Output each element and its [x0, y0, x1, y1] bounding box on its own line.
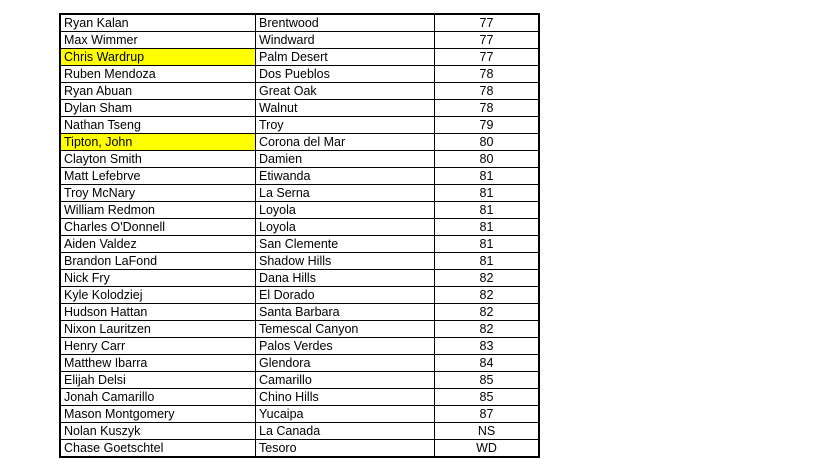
- table-row: [60, 219, 539, 236]
- score-cell: 85: [435, 372, 540, 389]
- school-cell: Chino Hills: [256, 389, 435, 406]
- player-name-cell: Aiden Valdez: [60, 236, 256, 253]
- player-name-cell: Chris Wardrup: [60, 49, 256, 66]
- score-cell: 87: [435, 406, 540, 423]
- school-cell: Walnut: [256, 100, 435, 117]
- table-row: [60, 14, 539, 32]
- player-name-cell: Charles O'Donnell: [60, 219, 256, 236]
- table-row: [60, 440, 539, 458]
- school-cell: Corona del Mar: [256, 134, 435, 151]
- score-cell: 78: [435, 100, 540, 117]
- score-cell: 77: [435, 49, 540, 66]
- player-name-cell: Mason Montgomery: [60, 406, 256, 423]
- player-name-cell: Ryan Abuan: [60, 83, 256, 100]
- player-name-cell: Clayton Smith: [60, 151, 256, 168]
- school-cell: La Serna: [256, 185, 435, 202]
- score-cell: 81: [435, 202, 540, 219]
- table-row: [60, 202, 539, 219]
- school-cell: El Dorado: [256, 287, 435, 304]
- table-row: [60, 151, 539, 168]
- school-cell: Yucaipa: [256, 406, 435, 423]
- cut-off-header-text: [345, 0, 349, 6]
- player-name-cell: Kyle Kolodziej: [60, 287, 256, 304]
- school-cell: Great Oak: [256, 83, 435, 100]
- school-cell: Troy: [256, 117, 435, 134]
- score-cell: 82: [435, 287, 540, 304]
- player-name-cell: Ruben Mendoza: [60, 66, 256, 83]
- score-cell: 82: [435, 270, 540, 287]
- school-cell: Dana Hills: [256, 270, 435, 287]
- player-name-cell: Nixon Lauritzen: [60, 321, 256, 338]
- score-cell: 81: [435, 253, 540, 270]
- school-cell: Etiwanda: [256, 168, 435, 185]
- table-row: [60, 117, 539, 134]
- score-cell: 81: [435, 236, 540, 253]
- cut-off-header-line: [0, 0, 831, 8]
- school-cell: Dos Pueblos: [256, 66, 435, 83]
- score-cell: 81: [435, 219, 540, 236]
- player-name-cell: Troy McNary: [60, 185, 256, 202]
- school-cell: Palos Verdes: [256, 338, 435, 355]
- player-name-cell: Jonah Camarillo: [60, 389, 256, 406]
- player-name-cell: Nick Fry: [60, 270, 256, 287]
- player-name-cell: Chase Goetschtel: [60, 440, 256, 458]
- table-row: [60, 49, 539, 66]
- school-cell: Loyola: [256, 202, 435, 219]
- school-cell: Tesoro: [256, 440, 435, 458]
- player-name-cell: Brandon LaFond: [60, 253, 256, 270]
- table-row: [60, 236, 539, 253]
- score-cell: NS: [435, 423, 540, 440]
- score-cell: 78: [435, 66, 540, 83]
- table-row: [60, 100, 539, 117]
- player-name-cell: Nathan Tseng: [60, 117, 256, 134]
- school-cell: Glendora: [256, 355, 435, 372]
- score-cell: 85: [435, 389, 540, 406]
- table-row: [60, 389, 539, 406]
- table-row: [60, 270, 539, 287]
- table-row: [60, 423, 539, 440]
- score-cell: 77: [435, 32, 540, 49]
- player-name-cell: Matthew Ibarra: [60, 355, 256, 372]
- table-row: [60, 304, 539, 321]
- school-cell: San Clemente: [256, 236, 435, 253]
- school-cell: Palm Desert: [256, 49, 435, 66]
- score-cell: 80: [435, 134, 540, 151]
- table-row: [60, 66, 539, 83]
- player-name-cell: Henry Carr: [60, 338, 256, 355]
- school-cell: La Canada: [256, 423, 435, 440]
- score-cell: 80: [435, 151, 540, 168]
- player-name-cell: Elijah Delsi: [60, 372, 256, 389]
- table-row: [60, 287, 539, 304]
- results-table: [59, 13, 540, 458]
- score-cell: 84: [435, 355, 540, 372]
- score-cell: 79: [435, 117, 540, 134]
- player-name-cell: Hudson Hattan: [60, 304, 256, 321]
- score-cell: 78: [435, 83, 540, 100]
- player-name-cell: William Redmon: [60, 202, 256, 219]
- score-cell: 83: [435, 338, 540, 355]
- school-cell: Loyola: [256, 219, 435, 236]
- table-row: [60, 372, 539, 389]
- score-cell: 81: [435, 185, 540, 202]
- player-name-cell: Dylan Sham: [60, 100, 256, 117]
- score-cell: 77: [435, 14, 540, 32]
- table-row: [60, 253, 539, 270]
- table-row: [60, 168, 539, 185]
- score-cell: 82: [435, 304, 540, 321]
- score-cell: 82: [435, 321, 540, 338]
- player-name-cell: Nolan Kuszyk: [60, 423, 256, 440]
- school-cell: Brentwood: [256, 14, 435, 32]
- table-row: [60, 406, 539, 423]
- score-cell: 81: [435, 168, 540, 185]
- table-row: [60, 134, 539, 151]
- table-row: [60, 185, 539, 202]
- school-cell: Damien: [256, 151, 435, 168]
- table-row: [60, 32, 539, 49]
- school-cell: Temescal Canyon: [256, 321, 435, 338]
- table-row: [60, 83, 539, 100]
- player-name-cell: Tipton, John: [60, 134, 256, 151]
- school-cell: Shadow Hills: [256, 253, 435, 270]
- school-cell: Santa Barbara: [256, 304, 435, 321]
- school-cell: Windward: [256, 32, 435, 49]
- school-cell: Camarillo: [256, 372, 435, 389]
- table-row: [60, 338, 539, 355]
- results-table-body: [60, 14, 539, 457]
- player-name-cell: Ryan Kalan: [60, 14, 256, 32]
- player-name-cell: Matt Lefebrve: [60, 168, 256, 185]
- score-cell: WD: [435, 440, 540, 458]
- table-row: [60, 355, 539, 372]
- table-row: [60, 321, 539, 338]
- player-name-cell: Max Wimmer: [60, 32, 256, 49]
